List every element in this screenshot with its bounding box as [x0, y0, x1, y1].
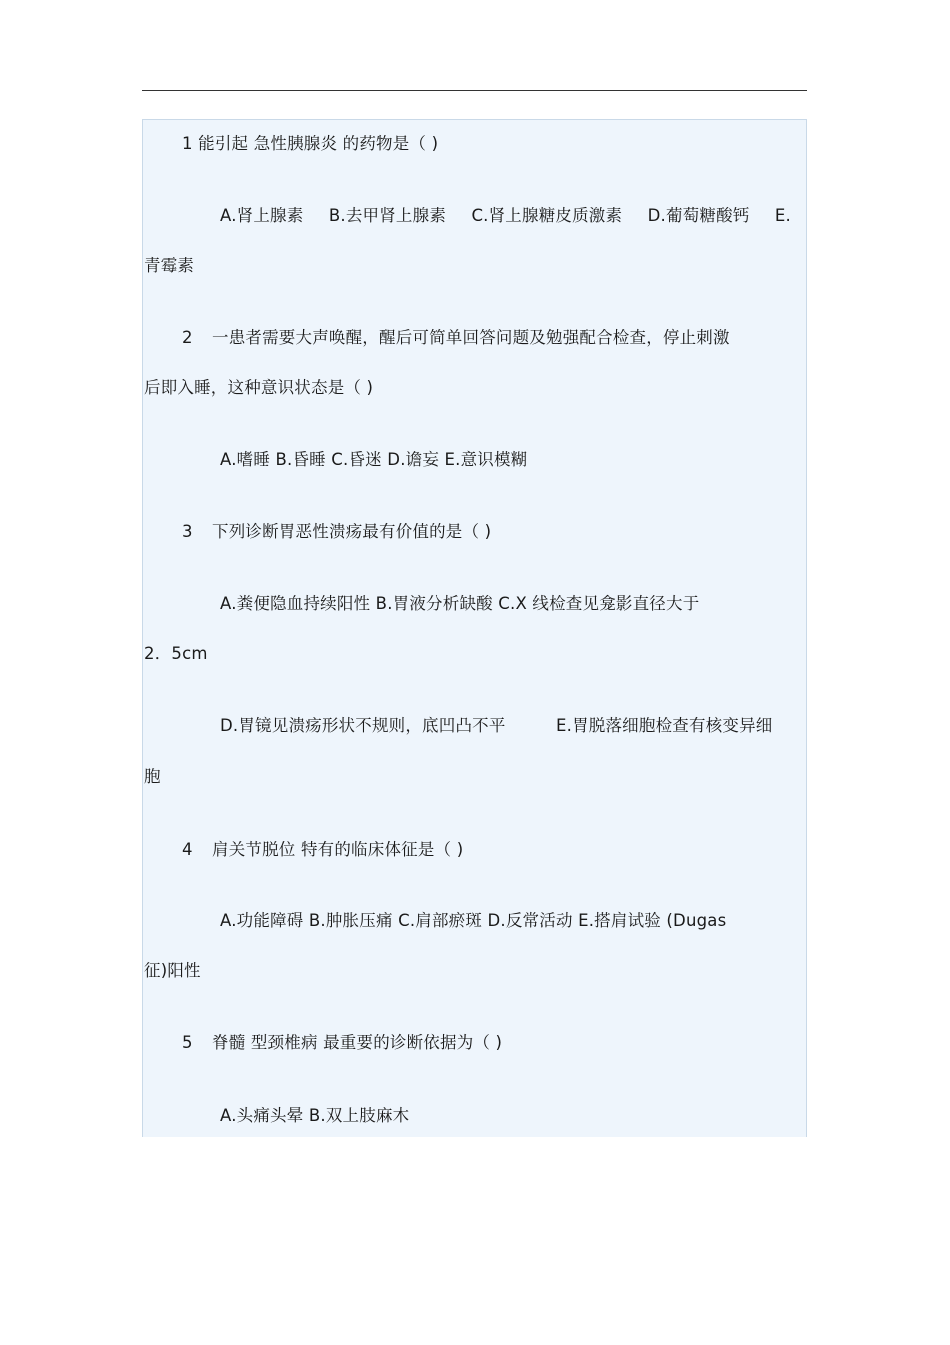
question-1-options-cont: 青霉素: [144, 256, 195, 275]
question-3-number: 3: [182, 522, 193, 541]
question-2-stem-cont: 后即入睡，这种意识状态是（ ): [144, 378, 374, 397]
question-3-stem: 下列诊断胃恶性溃疡最有价值的是（ ): [212, 522, 492, 541]
question-5-number: 5: [182, 1033, 193, 1052]
question-1-options: [220, 206, 791, 226]
q1-option-b: B.去甲肾上腺素: [328, 206, 447, 225]
question-4-stem: 肩关节脱位 特有的临床体征是（ ): [212, 840, 464, 859]
q1-option-e-prefix: E.: [774, 206, 791, 225]
question-4-options: A.功能障碍 B.肿胀压痛 C.肩部瘀斑 D.反常活动 E.搭肩试验 (Dugas: [220, 911, 727, 930]
question-4-number: 4: [182, 840, 193, 859]
question-3-option-d: D.胃镜见溃疡形状不规则，底凹凸不平: [220, 716, 506, 735]
question-2-number: 2: [182, 328, 193, 347]
question-1-stem: 1 能引起 急性胰腺炎 的药物是（ ): [182, 134, 439, 153]
question-5-options: A.头痛头晕 B.双上肢麻木: [220, 1106, 410, 1125]
question-panel: [142, 119, 807, 1137]
question-4-options-cont: 征)阳性: [144, 961, 201, 980]
q1-option-c: C.肾上腺糖皮质激素: [471, 206, 623, 225]
header-rule: [142, 90, 807, 91]
q1-option-d: D.葡萄糖酸钙: [647, 206, 750, 225]
question-3-option-e: E.胃脱落细胞检查有核变异细: [556, 716, 773, 735]
question-3-option-e-cont: 胞: [144, 767, 161, 786]
question-3-options-cont: 2．5cm: [144, 644, 208, 663]
question-2-options: A.嗜睡 B.昏睡 C.昏迷 D.谵妄 E.意识模糊: [220, 450, 528, 469]
q1-option-a: A.肾上腺素: [220, 206, 304, 225]
question-3-options: A.粪便隐血持续阳性 B.胃液分析缺酸 C.X 线检查见龛影直径大于: [220, 594, 700, 613]
question-2-stem: 一患者需要大声唤醒，醒后可简单回答问题及勉强配合检查，停止刺激: [212, 328, 730, 347]
question-5-stem: 脊髓 型颈椎病 最重要的诊断依据为（ ): [212, 1033, 503, 1052]
